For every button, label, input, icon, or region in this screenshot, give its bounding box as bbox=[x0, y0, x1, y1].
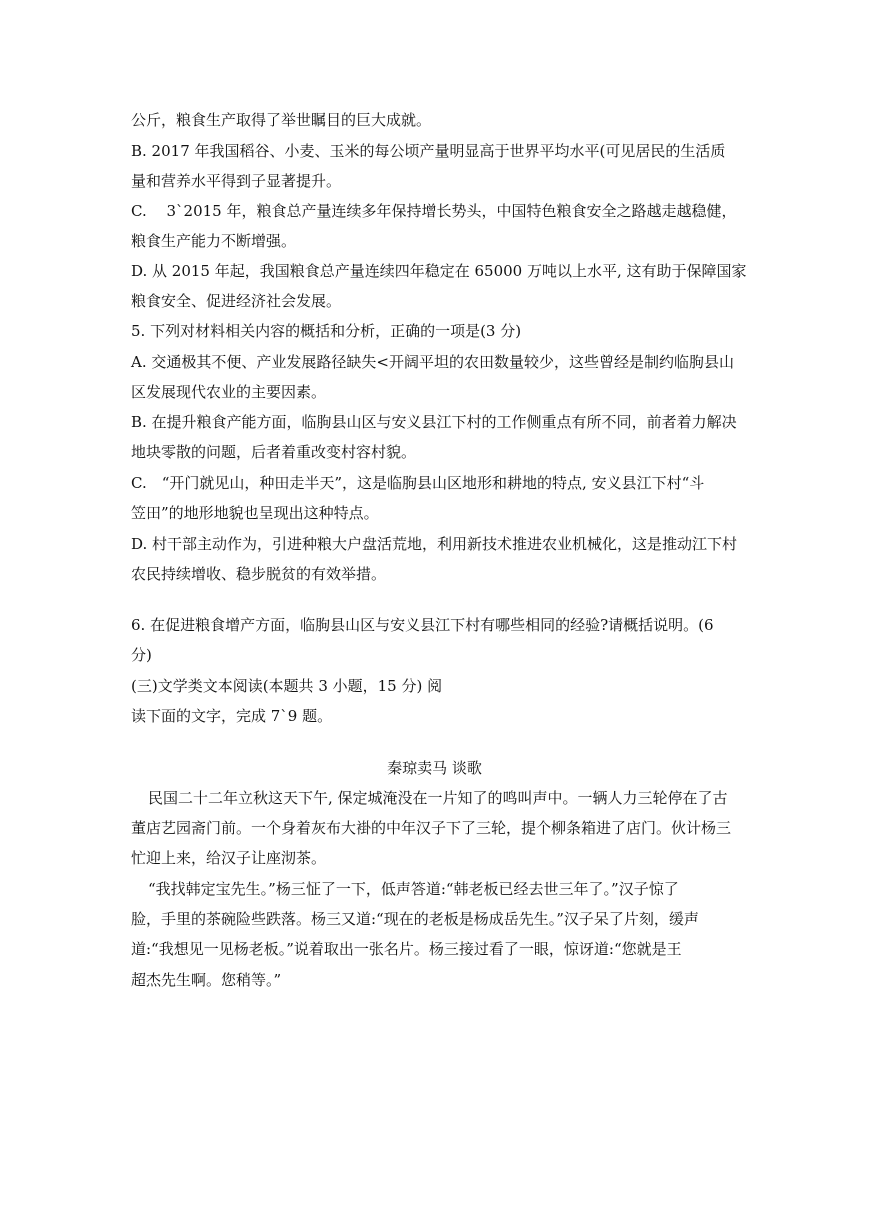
question-5: 5. 下列对材料相关内容的概括和分析，正确的一项是(3 分) bbox=[131, 322, 522, 340]
story-paragraph-line: 道:“我想见一见杨老板。”说着取出一张名片。杨三接过看了一眼，惊讶道:“您就是王 bbox=[131, 940, 682, 958]
text-line: 区发展现代农业的主要因素。 bbox=[131, 383, 327, 401]
story-paragraph-line: 超杰先生啊。您稍等。” bbox=[131, 971, 282, 989]
text-line: 量和营养水平得到子显著提升。 bbox=[131, 172, 342, 190]
story-title: 秦琼卖马 谈歌 bbox=[387, 759, 482, 777]
text-line: 地块零散的问题，后者着重改变村容村貌。 bbox=[131, 443, 417, 461]
option-d: D. 村干部主动作为，引进种粮大户盘活荒地，利用新技术推进农业机械化，这是推动江下村 bbox=[131, 535, 738, 553]
option-b: B. 在提升粮食产能方面，临朐县山区与安义县江下村的工作侧重点有所不同，前者着力解决 bbox=[131, 413, 737, 431]
text-line: 笠田”的地形地貌也呈现出这种特点。 bbox=[131, 504, 379, 522]
text-line: D. 从 2015 年起，我国粮食总产量连续四年稳定在 65000 万吨以上水平, 这有助于保障国家 bbox=[131, 262, 747, 280]
option-c: C. “开门就见山，种田走半天”，这是临朐县山区地形和耕地的特点, 安义县江下村“斗 bbox=[131, 474, 705, 492]
text-line: 粮食生产能力不断增强。 bbox=[131, 232, 297, 250]
text-line: 分) bbox=[131, 646, 152, 664]
story-paragraph-line: “我找韩定宝先生。”杨三怔了一下，低声答道:“韩老板已经去世三年了。”汉子惊了 bbox=[148, 880, 679, 898]
text-line: 公斤，粮食生产取得了举世瞩目的巨大成就。 bbox=[131, 111, 432, 129]
question-6: 6. 在促进粮食增产方面，临朐县山区与安义县江下村有哪些相同的经验?请概括说明。(6 bbox=[131, 616, 714, 634]
text-line: 粮食安全、促进经济社会发展。 bbox=[131, 292, 342, 310]
story-paragraph-line: 脸，手里的茶碗险些跌落。杨三又道:“现在的老板是杨成岳先生。”汉子呆了片刻，缓声 bbox=[131, 910, 699, 928]
option-a: A. 交通极其不便、产业发展路径缺失<开阔平坦的农田数量较少，这些曾经是制约临朐县山 bbox=[131, 353, 734, 371]
story-paragraph-line: 民国二十二年立秋这天下午, 保定城淹没在一片知了的鸣叫声中。一辆人力三轮停在了古 bbox=[148, 789, 728, 807]
section-heading: (三)文学类文本阅读(本题共 3 小题，15 分) 阅 bbox=[131, 677, 443, 695]
text-line: 读下面的文字，完成 7`9 题。 bbox=[131, 707, 333, 725]
text-line: B. 2017 年我国稻谷、小麦、玉米的每公顷产量明显高于世界平均水平(可见居民的生活质 bbox=[131, 142, 726, 160]
text-line: 农民持续增收、稳步脱贫的有效举措。 bbox=[131, 565, 387, 583]
story-paragraph-line: 忙迎上来，给汉子让座沏茶。 bbox=[131, 849, 327, 867]
story-paragraph-line: 董店艺园斋门前。一个身着灰布大褂的中年汉子下了三轮，提个柳条箱进了店门。伙计杨三 bbox=[131, 819, 732, 837]
text-line: C. 3`2015 年，粮食总产量连续多年保持增长势头，中国特色粮食安全之路越走越稳健， bbox=[131, 202, 737, 220]
